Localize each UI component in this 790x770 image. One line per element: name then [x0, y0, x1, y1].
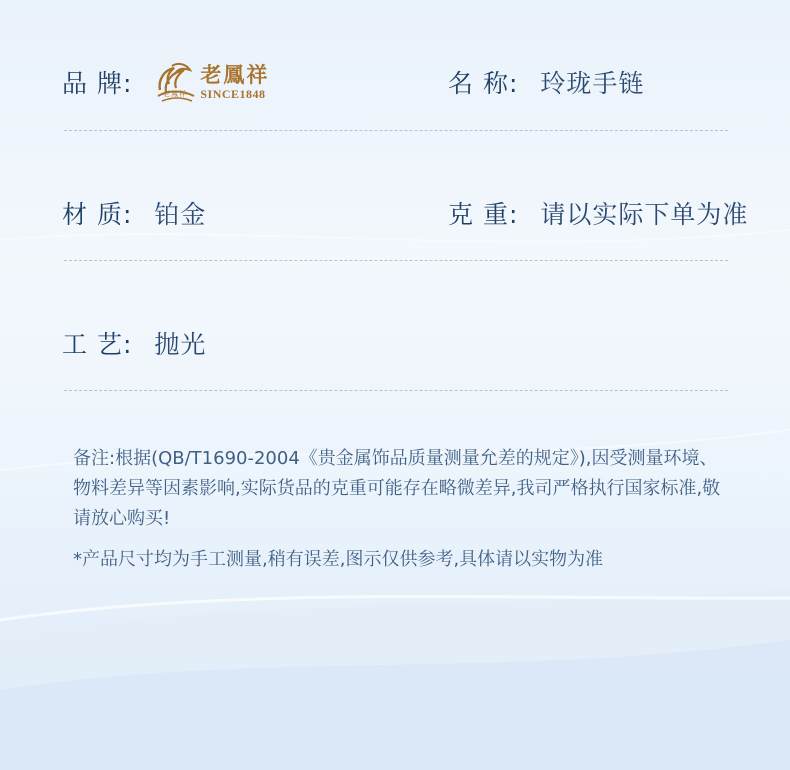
spec-row-brand-name	[62, 62, 762, 102]
material-label: 材 质:	[62, 200, 133, 229]
logo-chinese-name: 老鳳祥	[200, 62, 270, 87]
spec-row-material-weight	[62, 193, 762, 233]
size-disclaimer-note: *产品尺寸均为手工测量,稍有误差,图示仅供参考,具体请以实物为准	[73, 549, 604, 570]
name-label: 名 称:	[448, 69, 519, 98]
material-value: 铂金	[154, 200, 207, 229]
weight-value: 请以实际下单为准	[540, 200, 749, 229]
logo-since-text: SINCE1848	[200, 87, 266, 101]
phoenix-emblem-icon	[154, 60, 196, 104]
craft-value: 抛光	[154, 330, 207, 359]
weight-label: 克 重:	[448, 200, 519, 229]
material-cell	[62, 193, 206, 233]
craft-cell	[62, 323, 206, 363]
brand-label: 品 牌:	[62, 69, 133, 98]
svg-text:老鳳祥: 老鳳祥	[163, 90, 188, 98]
remark-note: 备注:根据(QB/T1690-2004《贵金属饰品质量测量允差的规定》),因受测量环境、物料差异等因素影响,实际货品的克重可能存在略微差异,我司严格执行国家标准,敬请放心购买!	[73, 448, 721, 529]
brand-logo	[154, 58, 269, 106]
logo-text	[200, 64, 269, 100]
divider	[64, 130, 728, 131]
divider	[64, 260, 728, 261]
name-cell	[448, 62, 644, 102]
brand-cell	[62, 62, 269, 102]
spec-row-craft	[62, 323, 762, 363]
divider	[64, 390, 728, 391]
name-value: 玲珑手链	[540, 69, 645, 98]
craft-label: 工 艺:	[62, 330, 133, 359]
weight-cell	[448, 193, 748, 233]
